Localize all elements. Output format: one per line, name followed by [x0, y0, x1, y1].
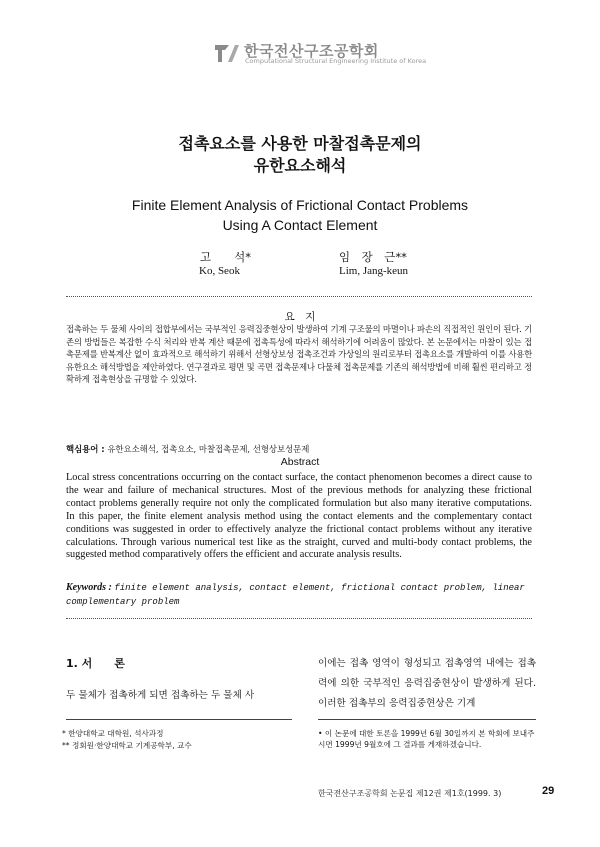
journal-footer: 한국전산구조공학회 논문집 제12권 제1호(1999. 3) [318, 789, 502, 798]
summary-keywords [66, 443, 309, 455]
title-korean [0, 133, 600, 177]
author-2-ko: 임 장 근** [339, 250, 407, 264]
footnote-2: ** 정회원·한양대학교 기계공학부, 교수 [62, 741, 192, 750]
summary-keywords-label: 핵심용어 : [66, 444, 105, 454]
page-number: 29 [542, 785, 555, 797]
abstract-keywords-list: finite element analysis, contact element, frictional contact problem, linear complementary problem [66, 583, 525, 607]
author-1-en: Ko, Seok [199, 265, 240, 277]
society-name-ko: 한국전산구조공학회 [244, 42, 379, 60]
author-1-ko: 고 석* [200, 250, 251, 264]
abstract-keywords-label: Keywords : [66, 582, 112, 593]
society-logo-icon [214, 42, 240, 64]
abstract-text: Local stress concentrations occurring on the contact surface, the contact phenomenon becomes a direct cause to the wear and failure of mechanical structures. Most of the previous methods for analyzing these frictional contact problems generally require not only the complicated formulation but also many iterative computations. In this paper, the finite element analysis method using the contact elements and the complementary contact conditions was suggested in order to effectively analyze the frictional contact problems without any iterative calculations. Through various numerical test like as the straight, curved and multi-body contact problems, the suggested method comparatively offers the efficient and accurate analysis results. [66, 472, 532, 561]
title-english [0, 195, 600, 235]
summary-heading: 요 지 [284, 311, 316, 323]
divider-bottom [66, 618, 532, 619]
title-en-line1: Finite Element Analysis of Frictional Contact Problems [131, 197, 469, 213]
summary-text: 접촉하는 두 물체 사이의 접합부에서는 국부적인 응력집중현상이 발생하여 기계 구조물의 마멸이나 파손의 직접적인 원인이 된다. 기존의 방법들은 복잡한 수식 처리와 반복 계산 때문에 접촉특성에 따라서 해석하기에 어려움이 많았다. 본 논문에서는 마찰이 있는 접촉문제를 반복계산 없이 효과적으로 해석하기 위해서 선형상보성 접촉조건과 가상일의 원리로부터 접촉요소를 개발하여 이를 사용한 유한요소 해석방법을 제안하였다. 연구결과로 평면 및 곡면 접촉문제나 다물체 접촉문제를 기존의 해석방법에 비해 훨씬 편리하고 정확하게 접촉현상을 규명할 수 있었다. [66, 324, 532, 385]
summary-keywords-list: 유한요소해석, 접촉요소, 마찰접촉문제, 선형상보성문제 [107, 444, 310, 454]
footnote-3: • 이 논문에 대한 토론을 1999년 6월 30일까지 본 학회에 보내주시면 1999년 9월호에 그 결과를 게재하겠습니다. [318, 729, 535, 749]
society-name-en: Computational Structural Engineering Institute of Korea [245, 57, 427, 65]
footnote-rule-left [66, 719, 292, 720]
author-2-en: Lim, Jang-keun [339, 265, 409, 277]
title-ko-line2: 유한요소해석 [253, 156, 347, 175]
divider-top [66, 296, 532, 297]
body-left-column: 두 물체가 접촉하게 되면 접촉하는 두 물체 사 [66, 690, 255, 701]
abstract-heading: Abstract [280, 456, 320, 468]
footnote-rule-right [318, 719, 536, 720]
abstract-keywords [66, 581, 536, 609]
footnote-1: * 한양대학교 대학원, 석사과정 [62, 729, 164, 738]
section-1-title: 1. 서 론 [66, 657, 125, 670]
title-en-line2: Using A Contact Element [222, 217, 378, 233]
title-ko-line1: 접촉요소를 사용한 마찰접촉문제의 [178, 134, 422, 153]
body-right-column: 이에는 접촉 영역이 형성되고 접촉영역 내에는 접촉력에 의한 국부적인 응력집중현상이 발생하게 된다. 이러한 접촉부의 응력집중현상은 기계 [318, 658, 536, 709]
